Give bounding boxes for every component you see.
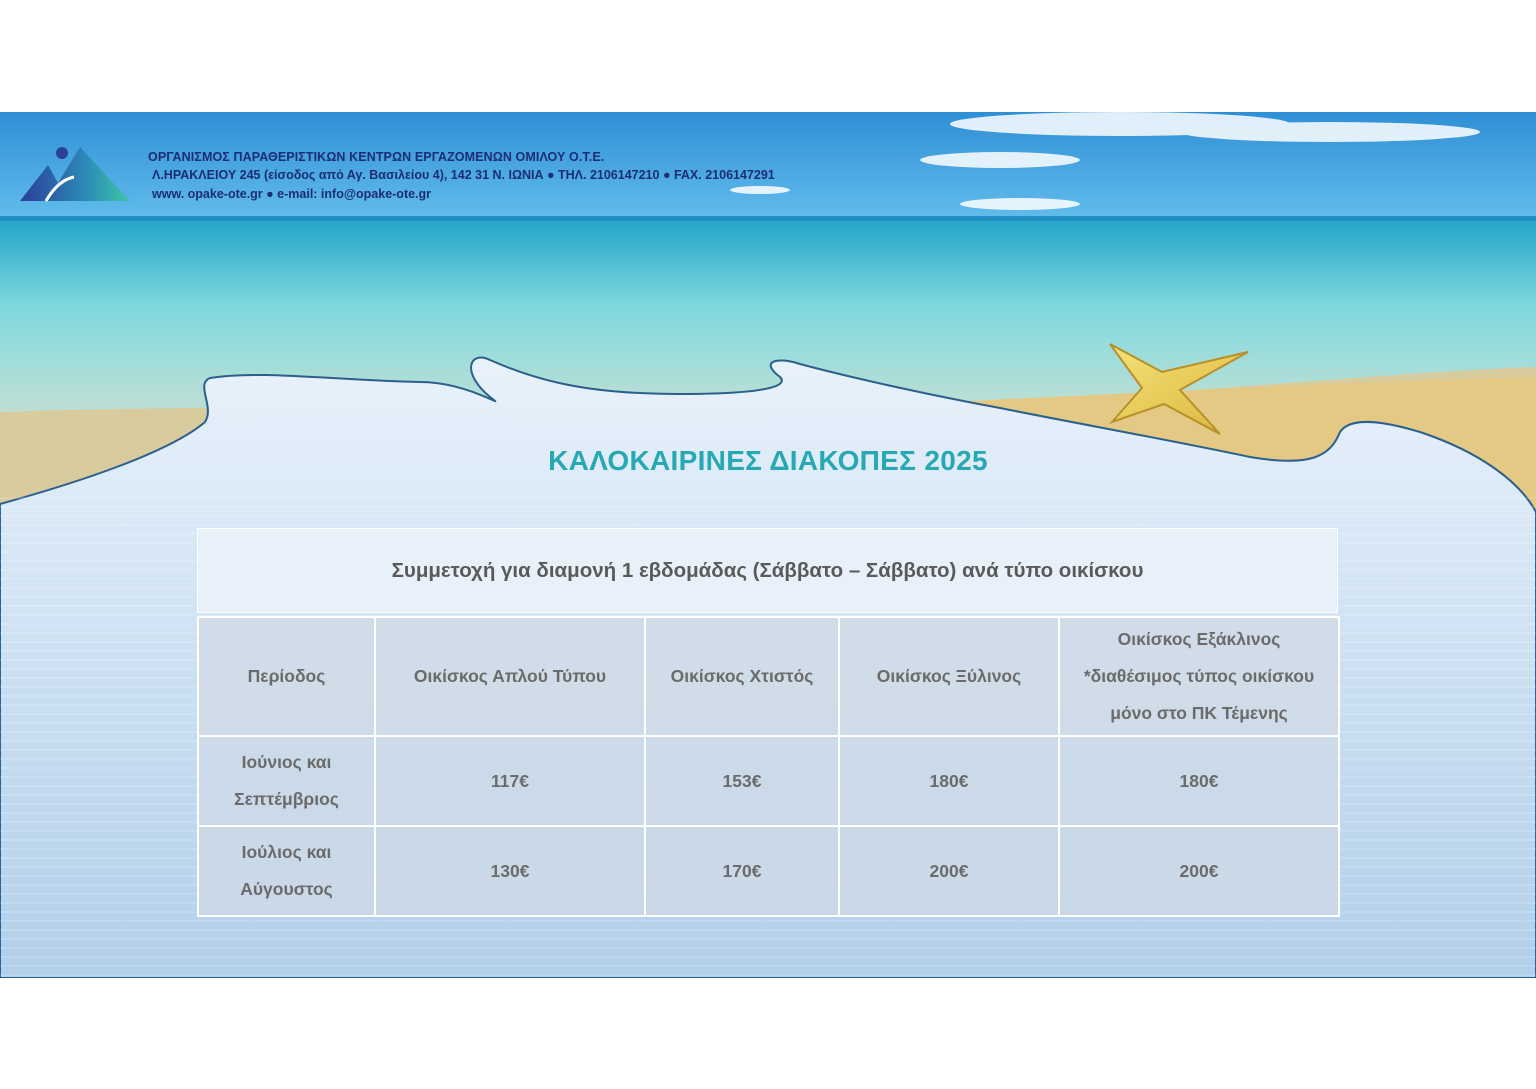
price-cell: 180€ xyxy=(839,736,1059,826)
price-cell: 117€ xyxy=(375,736,645,826)
organization-web-email: www. opake-ote.gr ● e-mail: info@opake-ote.gr xyxy=(152,187,432,201)
page-title: ΚΑΛΟΚΑΙΡΙΝΕΣ ΔΙΑΚΟΠΕΣ 2025 xyxy=(548,445,988,476)
period-cell: Ιούλιος και Αύγουστος xyxy=(198,826,375,916)
price-table xyxy=(197,528,1338,923)
header-wooden-cabin: Οικίσκος Ξύλινος xyxy=(839,617,1059,736)
price-cell: 130€ xyxy=(375,826,645,916)
mountains-logo-icon xyxy=(18,143,132,210)
table-caption: Συμμετοχή για διαμονή 1 εβδομάδας (Σάββατο – Σάββατο) ανά τύπο οικίσκου xyxy=(197,528,1338,613)
header-period: Περίοδος xyxy=(198,617,375,736)
header-six-bed-cabin: Οικίσκος Εξάκλινος *διαθέσιμος τύπος οικίσκου μόνο στο ΠΚ Τέμενης xyxy=(1059,617,1339,736)
organization-address: Λ.ΗΡΑΚΛΕΙΟΥ 245 (είσοδος από Αγ. Βασιλείου 4), 142 31 Ν. ΙΩΝΙΑ ● ΤΗΛ. 2106147210 ● FAX. 2106147291 xyxy=(152,168,775,182)
header-simple-cabin: Οικίσκος Απλού Τύπου xyxy=(375,617,645,736)
price-cell: 200€ xyxy=(1059,826,1339,916)
organization-name: ΟΡΓΑΝΙΣΜΟΣ ΠΑΡΑΘΕΡΙΣΤΙΚΩΝ ΚΕΝΤΡΩΝ ΕΡΓΑΖΟΜΕΝΩΝ ΟΜΙΛΟΥ Ο.Τ.Ε. xyxy=(148,150,605,164)
table-row xyxy=(198,826,1339,916)
price-cell: 153€ xyxy=(645,736,839,826)
header-built-cabin: Οικίσκος Χτιστός xyxy=(645,617,839,736)
price-cell: 200€ xyxy=(839,826,1059,916)
price-cell: 180€ xyxy=(1059,736,1339,826)
organization-header xyxy=(148,148,775,204)
table-header-row xyxy=(198,617,1339,736)
table-row xyxy=(198,736,1339,826)
price-cell: 170€ xyxy=(645,826,839,916)
price-grid xyxy=(197,616,1340,917)
period-cell: Ιούνιος και Σεπτέμβριος xyxy=(198,736,375,826)
